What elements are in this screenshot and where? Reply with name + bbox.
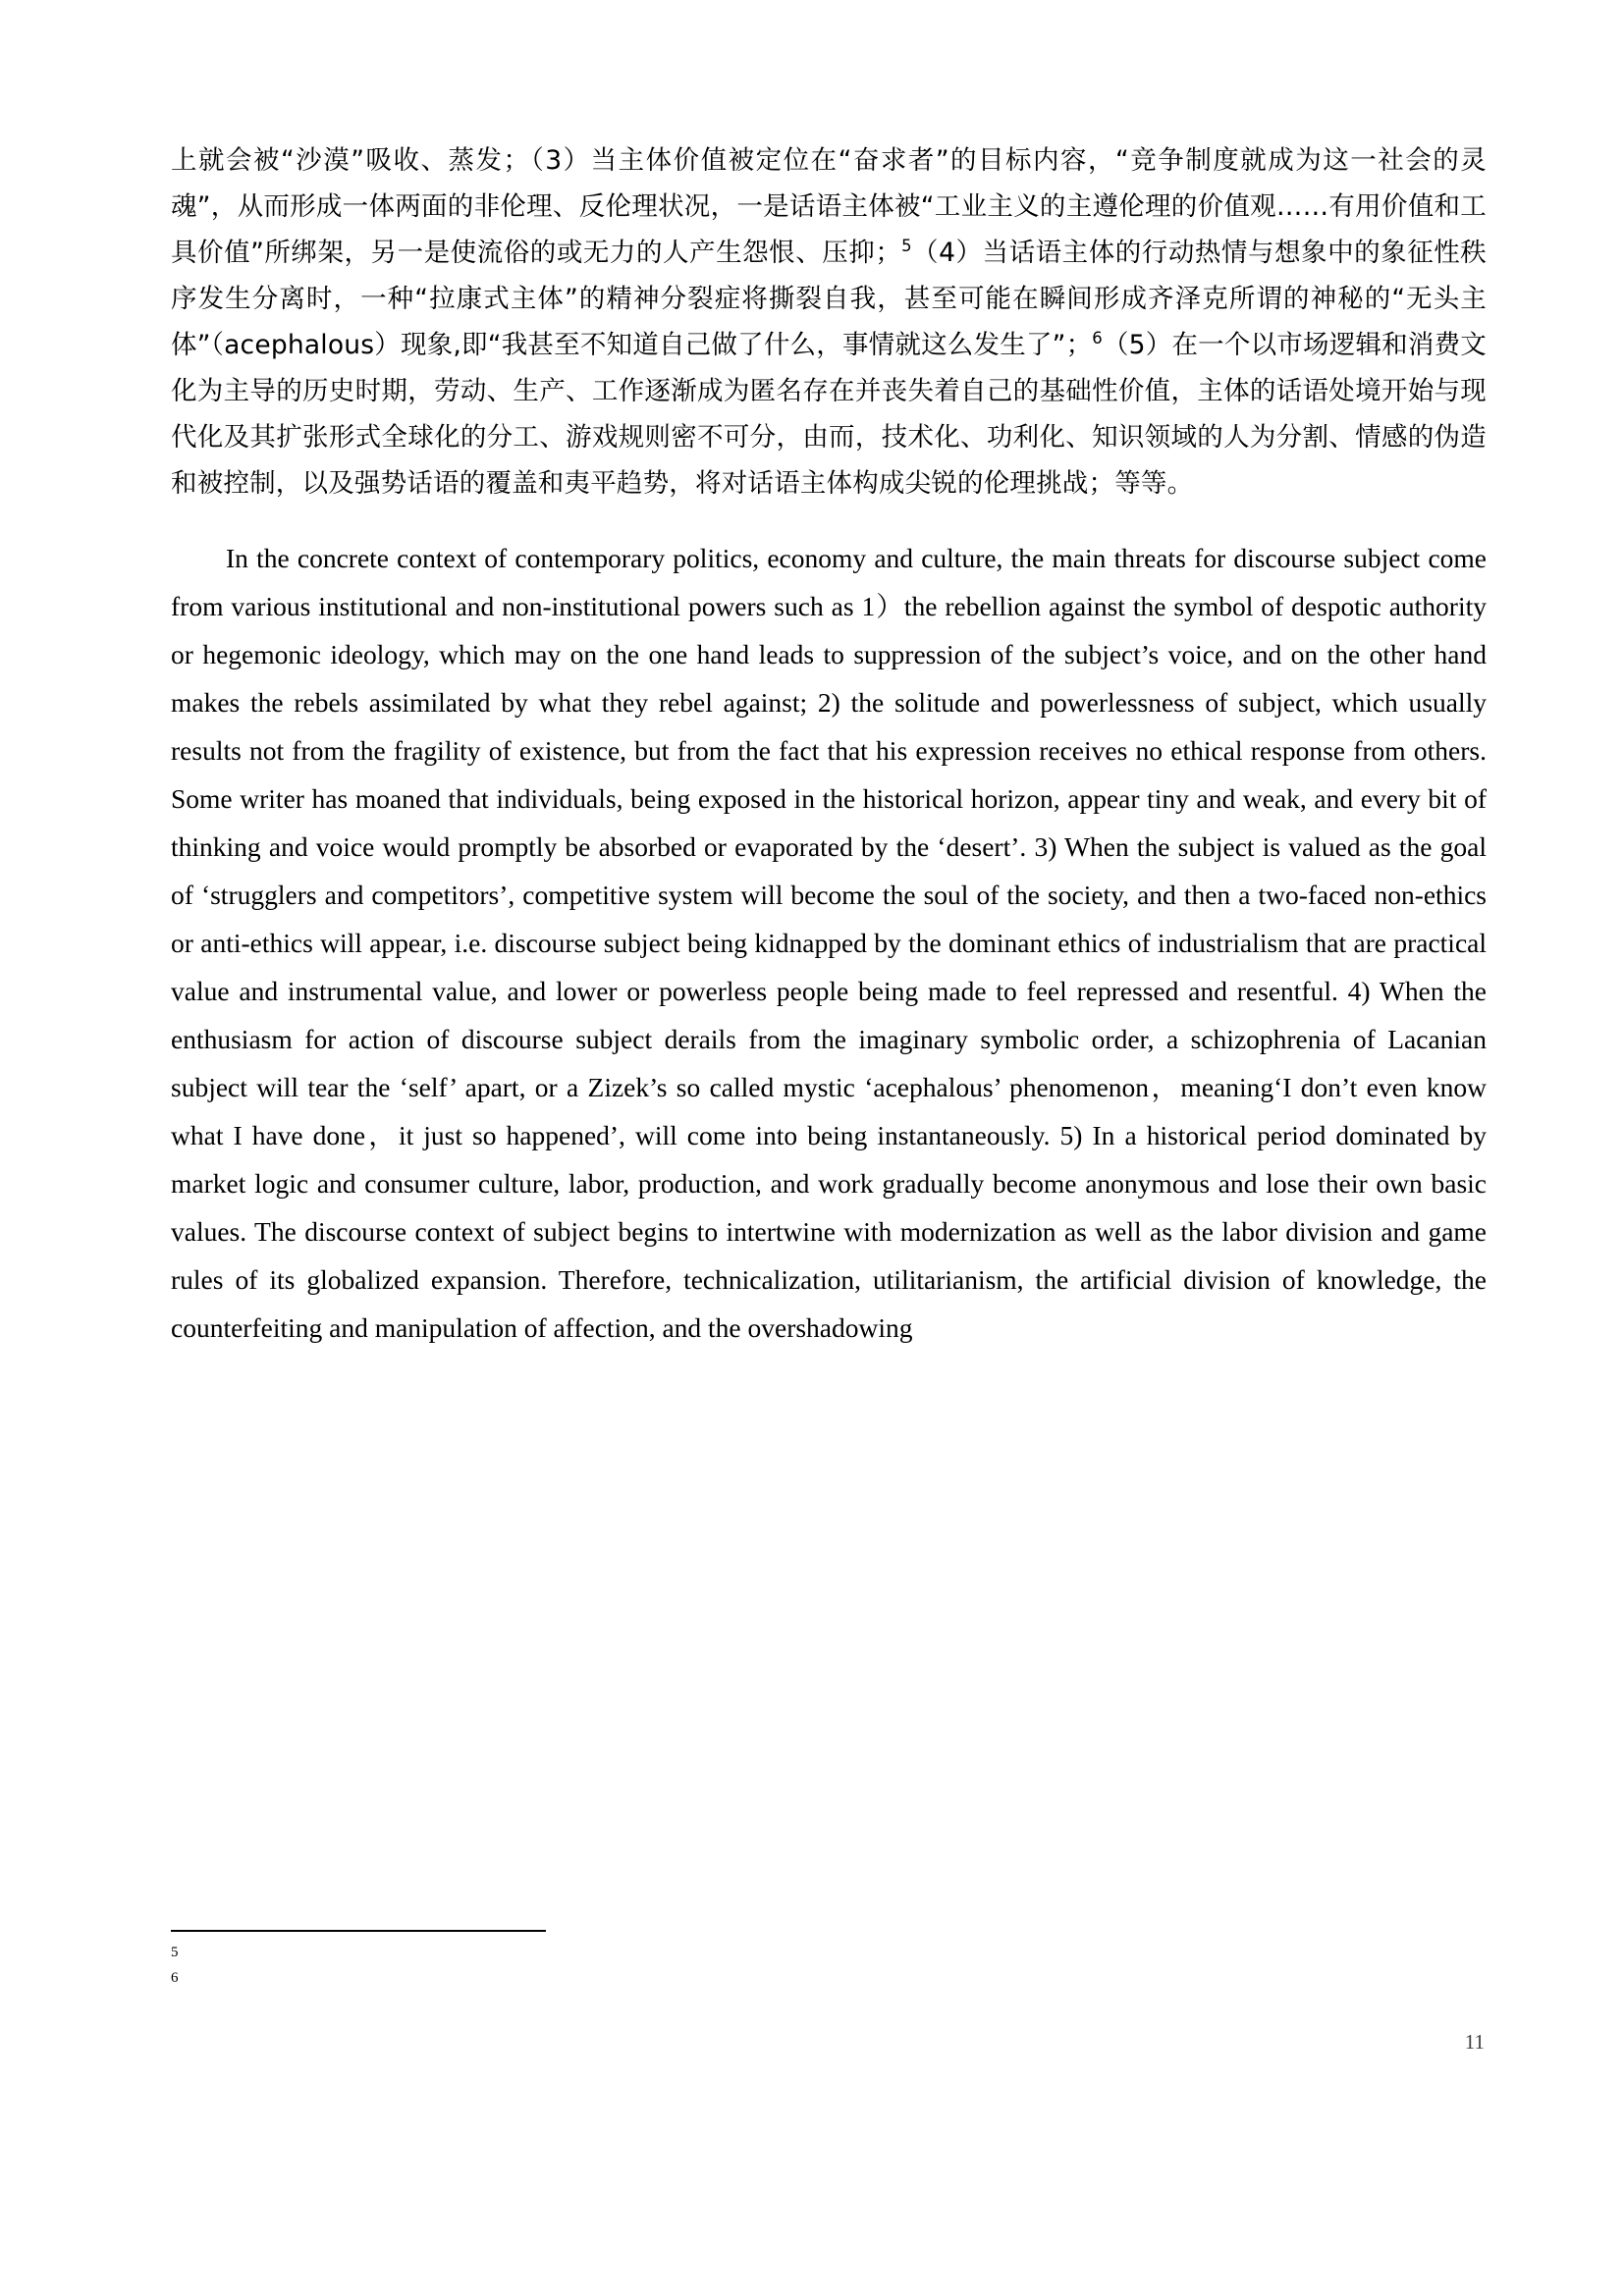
chinese-paragraph (171, 137, 1487, 507)
footnote-item-5: 5 (171, 1945, 179, 1960)
footnote-area (171, 1930, 1487, 1991)
footnote-ref-5[interactable]: 5 (901, 237, 912, 256)
page-number: 11 (1464, 2030, 1485, 2054)
footnote-separator (171, 1930, 546, 1932)
english-paragraph: In the concrete context of contemporary politics, economy and culture, the main threats for discourse subject come from various institutional and non-institutional powers such as 1）the rebellion against the symbol of despotic authority or hegemonic ideology, which may on the one hand leads to suppression of the subject’s voice, and on the other hand makes the rebels assimilated by what they rebel against; 2) the solitude and powerlessness of subject, which usually results not from the fragility of existence, but from the fact that his expression receives no ethical response from others. Some writer has moaned that individuals, being exposed in the historical horizon, appear tiny and weak, and every bit of thinking and voice would promptly be absorbed or evaporated by the ‘desert’. 3) When the subject is valued as the goal of ‘strugglers and competitors’, competitive system will become the soul of the society, and then a two-faced non-ethics or anti-ethics will appear, i.e. discourse subject being kidnapped by the dominant ethics of industrialism that are practical value and instrumental value, and lower or powerless people being made to feel repressed and resentful. 4) When the enthusiasm for action of discourse subject derails from the imaginary symbolic order, a schizophrenia of Lacanian subject will tear the ‘self’ apart, or a Zizek’s so called mystic ‘acephalous’ phenomenon，meaning‘I don’t even know what I have done，it just so happened’, will come into being instantaneously. 5) In a historical period dominated by market logic and consumer culture, labor, production, and work gradually become anonymous and lose their own basic values. The discourse context of subject begins to intertwine with modernization as well as the labor division and game rules of its globalized expansion. Therefore, technicalization, utilitarianism, the artificial division of knowledge, the counterfeiting and manipulation of affection, and the overshadowing (171, 543, 1487, 1343)
footnote-item-6: 6 (171, 1970, 179, 1986)
footnote-ref-6[interactable]: 6 (1092, 329, 1103, 348)
page-content (171, 137, 1487, 1352)
chinese-text-part-1: 上就会被“沙漠”吸收、蒸发；（3）当主体价值被定位在“奋求者”的目标内容，“竞争制度就成为这一社会的灵魂”，从而形成一体两面的非伦理、反伦理状况，一是话语主体被“工业主义的主遵伦理的价值观……有用价值和工具价值”所绑架，另一是使流俗的或无力的人产生怨恨、压抑； (171, 145, 1487, 268)
chinese-text-part-2: （4）当话语主体的行动热情与想象中的象征性秩序发生分离时，一种“拉康式主体”的精神分裂症将撕裂自我，甚至可能在瞬间形成齐泽克所谓的神秘的“无头主体”（acephalous）现象,即“我甚至不知道自己做了什么，事情就这么发生了”； (171, 238, 1487, 360)
chinese-text-part-3: （5）在一个以市场逻辑和消费文化为主导的历史时期，劳动、生产、工作逐渐成为匿名存在并丧失着自己的基础性价值，主体的话语处境开始与现代化及其扩张形式全球化的分工、游戏规则密不可分，由而，技术化、功利化、知识领域的人为分割、情感的伪造和被控制，以及强势话语的覆盖和夷平趋势，将对话语主体构成尖锐的伦理挑战；等等。 (171, 330, 1487, 499)
